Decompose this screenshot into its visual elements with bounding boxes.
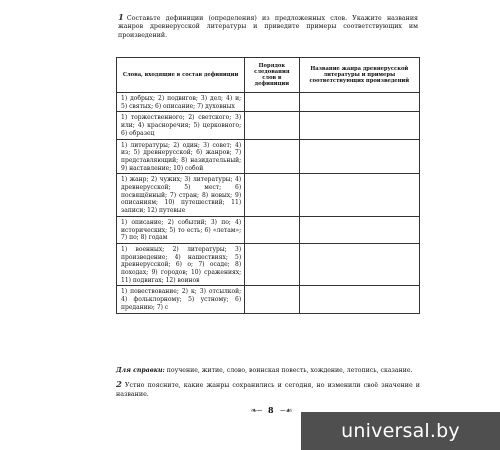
task-number: 2 [116,380,122,390]
definitions-table [116,57,420,314]
row-order-cell[interactable] [245,93,299,112]
row-genre-cell[interactable] [299,93,419,112]
table-row [117,286,420,313]
table-row [117,139,420,174]
row-order-cell[interactable] [245,243,299,286]
row-words: 1) добрых; 2) подвигов; 3) дел; 4) и; 5) святых; 6) описание; 7) духовных [117,93,245,112]
task-number: 1 [118,13,124,23]
row-order-cell[interactable] [245,139,299,174]
reference-hint [116,367,420,375]
table-row [117,243,420,286]
row-words: 1) жанр; 2) чужих; 3) литературы; 4) древнерусской; 5) мест; 6) посвящённый; 7) стран; 8) новых; 9) описаниям; 10) путешествий; 11) записи; 12) путевые [117,174,245,217]
table-row [117,174,420,217]
row-genre-cell[interactable] [299,286,419,313]
row-genre-cell[interactable] [299,174,419,217]
row-order-cell[interactable] [245,112,299,139]
hint-text: поучение, житие, слово, воинская повесть, хождение, летопись, сказание. [164,367,413,374]
table-row [117,216,420,243]
row-genre-cell[interactable] [299,243,419,286]
task-text: Устно поясните, какие жанры сохранились и сегодня, но изменили своё значение и название. [116,382,420,398]
row-words: 1) описание; 2) событий; 3) по; 4) исторических; 5) то есть; 6) «летам»; 7) по; 8) годам [117,216,245,243]
header-words: Слова, входящие в состав дефиниции [117,58,245,93]
row-order-cell[interactable] [245,286,299,313]
row-words: 1) литературы; 2) один; 3) совет; 4) из; 5) древнерусской; 6) жанров; 7) представляющий; 8) назидательный; 9) наставление; 10) собой [117,139,245,174]
table-row [117,112,420,139]
hint-label: Для справки: [116,367,165,374]
page-number: 8 [267,405,274,415]
row-genre-cell[interactable] [299,139,419,174]
task-text: Составьте дефиниции (определения) из предложенных слов. Укажите названия жанров древнерусской литературы и приведите примеры соответствующих им произведений. [118,15,418,39]
row-words: 1) военных; 2) литературы; 3) произведение; 4) нашествиях; 5) древнерусской; 6) о; 7) осаде; 8) походах; 9) городов; 10) сражениях; 11) подвигах; 12) воинов [117,243,245,286]
watermark: universal.by [301,412,500,450]
row-genre-cell[interactable] [299,216,419,243]
task-2 [116,381,420,399]
task-1 [118,14,418,40]
ornament-right-icon: ∽☙ [279,405,292,415]
table-row [117,93,420,112]
table-header-row [117,58,420,93]
row-words: 1) повествование; 2) к; 3) отсылкой; 4) фольклорному; 5) устному; 6) преданию; 7) с [117,286,245,313]
row-words: 1) торжественного; 2) светского; 3) или; 4) красноречия; 5) церковного; 6) образец [117,112,245,139]
row-order-cell[interactable] [245,174,299,217]
header-order: Порядок следования слов в дефиниции [245,58,299,93]
row-order-cell[interactable] [245,216,299,243]
row-genre-cell[interactable] [299,112,419,139]
ornament-left-icon: ❧∽ [250,405,262,415]
header-genre: Название жанра древнерусской литературы и примеры соответствующих произведений [299,58,419,93]
